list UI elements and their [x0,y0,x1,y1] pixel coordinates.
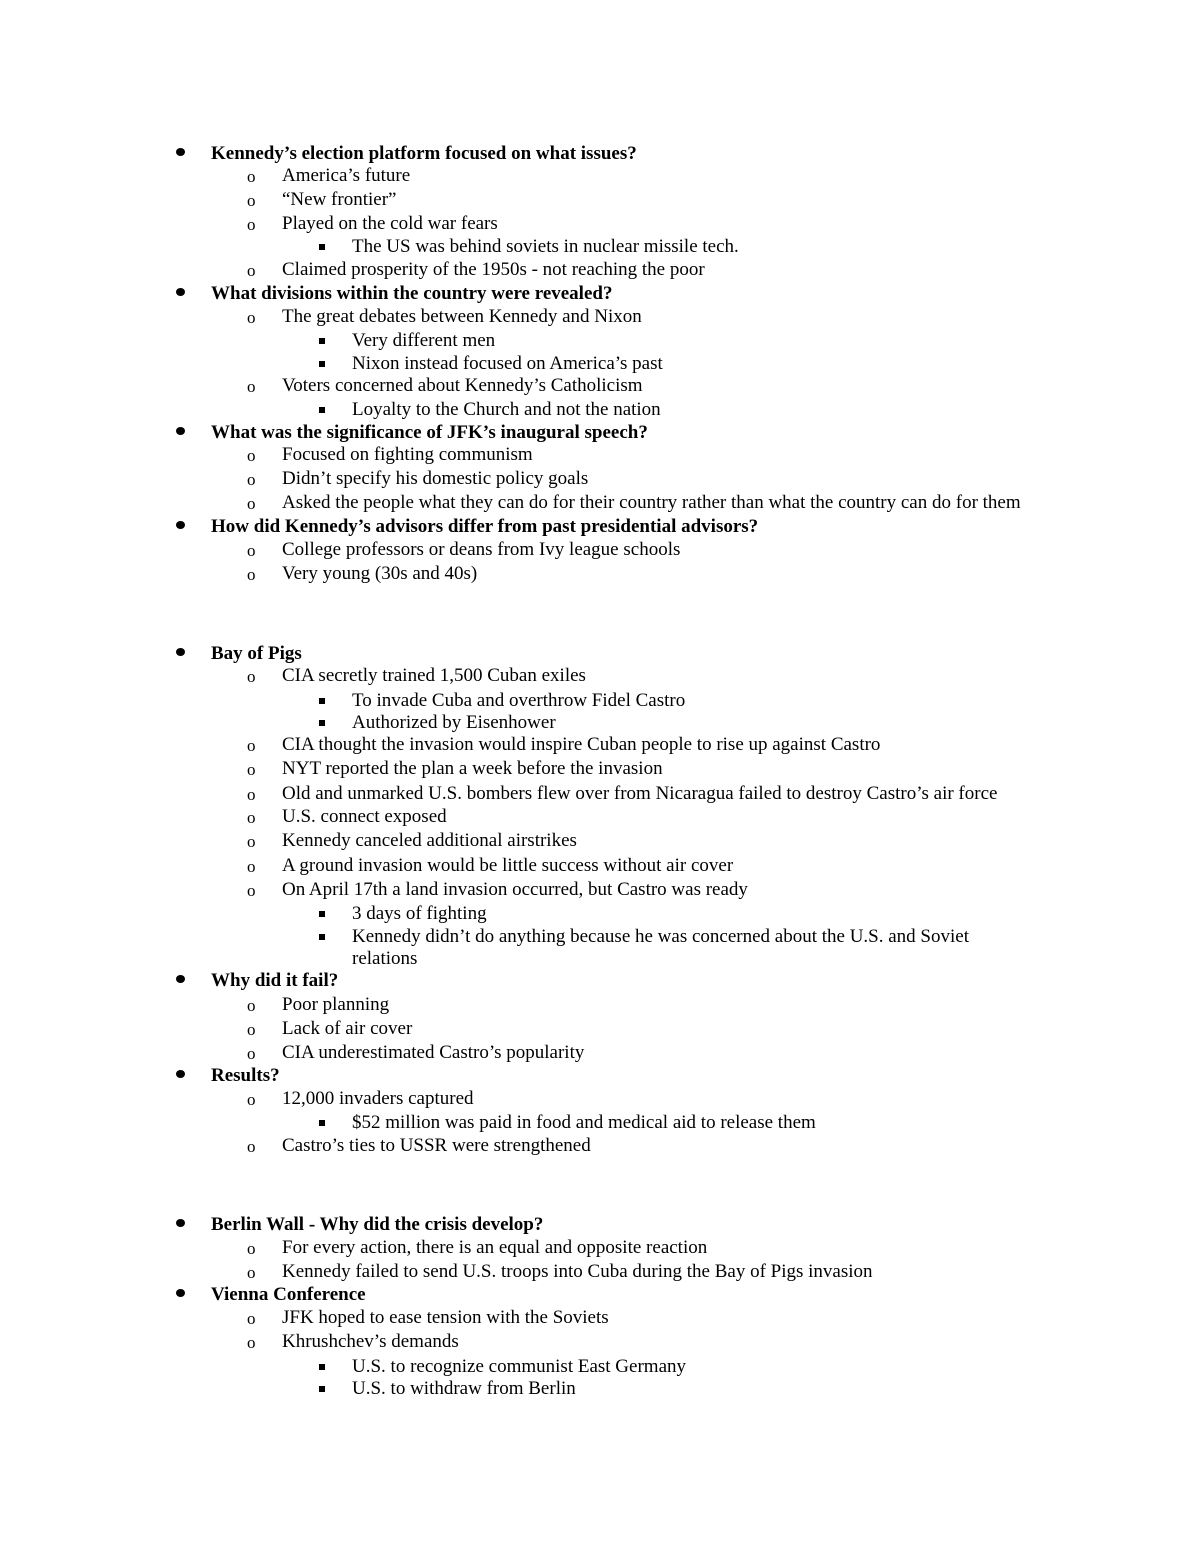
question-heading: Kennedy’s election platform focused on what issues? [211,143,637,164]
bullet-dot-icon [176,1219,185,1227]
bullet-circle-marker: o [247,261,256,280]
bullet-circle-marker: o [247,167,256,186]
bullet-circle-marker: o [247,446,256,465]
sub-list-item: To invade Cuba and overthrow Fidel Castro [352,690,686,711]
list-item: Played on the cold war fears [282,213,498,234]
sub-list-item: 3 days of fighting [352,903,487,924]
list-item: The great debates between Kennedy and Nixon [282,306,642,327]
list-item: America’s future [282,165,411,186]
bullet-circle-marker: o [247,996,256,1015]
list-item: JFK hoped to ease tension with the Soviets [282,1307,609,1328]
bullet-circle-marker: o [247,857,256,876]
question-heading: Why did it fail? [211,970,339,991]
bullet-circle-marker: o [247,377,256,396]
list-item: Khrushchev’s demands [282,1331,459,1352]
list-item: 12,000 invaders captured [282,1088,474,1109]
question-heading: How did Kennedy’s advisors differ from past presidential advisors? [211,516,759,537]
bullet-circle-marker: o [247,191,256,210]
bullet-circle-marker: o [247,832,256,851]
list-item: CIA thought the invasion would inspire Cuban people to rise up against Castro [282,734,881,755]
sub-list-item: Nixon instead focused on America’s past [352,353,663,374]
sub-list-item: relations [352,948,418,969]
bullet-dot-icon [176,288,185,296]
list-item: Didn’t specify his domestic policy goals [282,468,589,489]
list-item: Kennedy failed to send U.S. troops into Cuba during the Bay of Pigs invasion [282,1261,873,1282]
bullet-circle-marker: o [247,1263,256,1282]
list-item: CIA secretly trained 1,500 Cuban exiles [282,665,586,686]
bullet-square-icon [319,407,325,413]
list-item: A ground invasion would be little success without air cover [282,855,734,876]
bullet-circle-marker: o [247,308,256,327]
list-item: Kennedy canceled additional airstrikes [282,830,577,851]
bullet-circle-marker: o [247,541,256,560]
question-heading: Results? [211,1065,280,1086]
list-item: Voters concerned about Kennedy’s Catholicism [282,375,643,396]
bullet-dot-icon [176,427,185,435]
list-item: College professors or deans from Ivy league schools [282,539,681,560]
bullet-dot-icon [176,975,185,983]
bullet-dot-icon [176,648,185,656]
bullet-circle-marker: o [247,1137,256,1156]
list-item: Very young (30s and 40s) [282,563,478,584]
question-heading: Vienna Conference [211,1284,366,1305]
list-item: For every action, there is an equal and opposite reaction [282,1237,708,1258]
list-item: Castro’s ties to USSR were strengthened [282,1135,591,1156]
bullet-square-icon [319,698,325,704]
bullet-circle-marker: o [247,494,256,513]
bullet-circle-marker: o [247,1309,256,1328]
bullet-circle-marker: o [247,808,256,827]
bullet-circle-marker: o [247,215,256,234]
bullet-circle-marker: o [247,1239,256,1258]
bullet-circle-marker: o [247,760,256,779]
list-item: Poor planning [282,994,390,1015]
sub-list-item: U.S. to withdraw from Berlin [352,1378,576,1399]
list-item: Lack of air cover [282,1018,413,1039]
bullet-square-icon [319,934,325,940]
bullet-dot-icon [176,1289,185,1297]
bullet-circle-marker: o [247,1090,256,1109]
list-item: “New frontier” [282,189,397,210]
bullet-circle-marker: o [247,1333,256,1352]
sub-list-item: Authorized by Eisenhower [352,712,556,733]
question-heading: What was the significance of JFK’s inaugural speech? [211,422,648,443]
sub-list-item: Kennedy didn’t do anything because he was concerned about the U.S. and Soviet [352,926,969,947]
list-item: Focused on fighting communism [282,444,533,465]
sub-list-item: Loyalty to the Church and not the nation [352,399,661,420]
bullet-circle-marker: o [247,1020,256,1039]
bullet-square-icon [319,244,325,250]
sub-list-item: $52 million was paid in food and medical aid to release them [352,1112,816,1133]
bullet-square-icon [319,361,325,367]
question-heading: Berlin Wall - Why did the crisis develop? [211,1214,544,1235]
bullet-dot-icon [176,148,185,156]
bullet-dot-icon [176,521,185,529]
list-item: U.S. connect exposed [282,806,447,827]
bullet-square-icon [319,338,325,344]
bullet-square-icon [319,1120,325,1126]
sub-list-item: The US was behind soviets in nuclear missile tech. [352,236,739,257]
list-item: CIA underestimated Castro’s popularity [282,1042,585,1063]
sub-list-item: U.S. to recognize communist East Germany [352,1356,687,1377]
bullet-circle-marker: o [247,565,256,584]
bullet-dot-icon [176,1070,185,1078]
list-item: NYT reported the plan a week before the invasion [282,758,663,779]
bullet-square-icon [319,1364,325,1370]
list-item: Claimed prosperity of the 1950s - not reaching the poor [282,259,705,280]
list-item: Old and unmarked U.S. bombers flew over from Nicaragua failed to destroy Castro’s air force [282,783,998,804]
bullet-circle-marker: o [247,785,256,804]
bullet-circle-marker: o [247,881,256,900]
question-heading: Bay of Pigs [211,643,302,664]
bullet-circle-marker: o [247,667,256,686]
sub-list-item: Very different men [352,330,496,351]
list-item: On April 17th a land invasion occurred, but Castro was ready [282,879,748,900]
bullet-circle-marker: o [247,470,256,489]
bullet-circle-marker: o [247,736,256,755]
bullet-square-icon [319,1386,325,1392]
list-item: Asked the people what they can do for their country rather than what the country can do for them [282,492,1021,513]
bullet-circle-marker: o [247,1044,256,1063]
question-heading: What divisions within the country were revealed? [211,283,613,304]
bullet-square-icon [319,720,325,726]
bullet-square-icon [319,911,325,917]
